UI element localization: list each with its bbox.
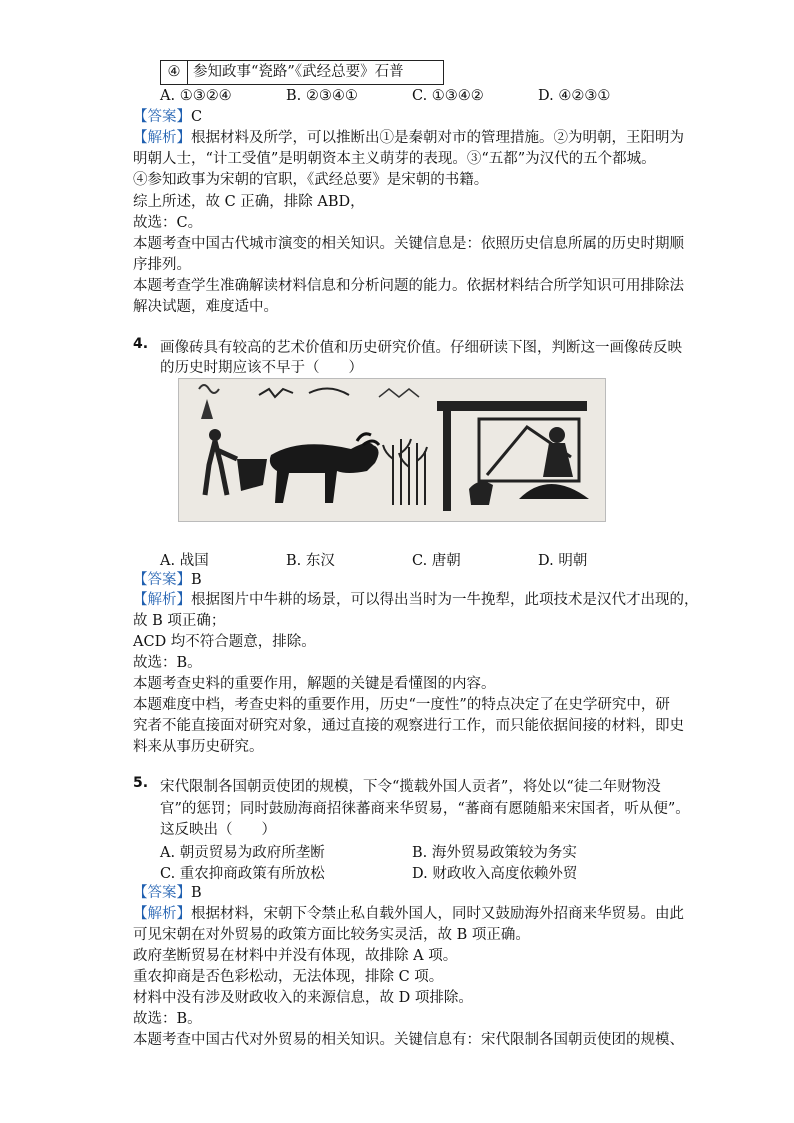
option-a: A. 朝贡贸易为政府所垄断 — [160, 845, 325, 861]
answer-value: C — [191, 109, 203, 125]
option-c: C. ①③④② — [412, 88, 484, 104]
option-b: B. 东汉 — [286, 553, 335, 569]
question-stem: 官”的惩罚；同时鼓励海商招徕蕃商来华贸易，“蕃商有愿随船来宋国者，听从便”。 — [160, 801, 690, 817]
answer-value: B — [191, 572, 202, 588]
analysis-line — [133, 904, 684, 924]
option-b: B. 海外贸易政策较为务实 — [412, 845, 577, 861]
option-a: A. 战国 — [160, 553, 209, 569]
analysis-text: 故选：B。 — [133, 1011, 202, 1027]
question-stem: 的历史时期应该不早于（ ） — [160, 360, 363, 376]
analysis-text: 政府垄断贸易在材料中并没有体现，故排除 A 项。 — [133, 948, 458, 964]
question-stem: 这反映出（ ） — [160, 822, 276, 838]
analysis-text: 材料中没有涉及财政收入的来源信息，故 D 项排除。 — [133, 990, 473, 1006]
analysis-text: 究者不能直接面对研究对象，通过直接的观察进行工作，而只能依据间接的材料，即史 — [133, 718, 684, 734]
analysis-text: 明朝人士，“计工受值”是明朝资本主义萌芽的表现。③“五都”为汉代的五个都城。 — [133, 151, 656, 167]
analysis-text: 本题考查史料的重要作用，解题的关键是看懂图的内容。 — [133, 676, 496, 692]
analysis-text: 料来从事历史研究。 — [133, 739, 264, 755]
analysis-text: 综上所述，故 C 正确，排除 ABD， — [133, 194, 365, 210]
analysis-tag: 【解析】 — [133, 592, 191, 608]
analysis-line — [133, 128, 684, 148]
option-d: D. ④②③① — [538, 88, 611, 104]
option-b: B. ②③④① — [286, 88, 358, 104]
table-cell-number: ④ — [161, 61, 188, 84]
answer-tag: 【答案】 — [133, 109, 191, 125]
answer-line — [133, 107, 202, 127]
analysis-text: 本题考查中国古代对外贸易的相关知识。关键信息有：宋代限制各国朝贡使团的规模、 — [133, 1032, 684, 1048]
ox-plowing-scene — [179, 379, 605, 521]
answer-line — [133, 570, 202, 590]
answer-line — [133, 883, 202, 903]
question-number: 4. — [133, 336, 149, 352]
analysis-text: 重农抑商是否色彩松动，无法体现，排除 C 项。 — [133, 969, 444, 985]
table-cell-text: 参知政事“瓷路”《武经总要》石普 — [193, 64, 404, 80]
analysis-text: 本题难度中档，考查史料的重要作用，历史“一度性”的特点决定了在史学研究中，研 — [133, 697, 670, 713]
analysis-text: ACD 均不符合题意，排除。 — [133, 634, 316, 650]
analysis-text: 根据材料及所学，可以推断出①是秦朝对市的管理措施。②为明朝，王阳明为 — [191, 130, 684, 146]
option-a: A. ①③②④ — [160, 88, 232, 104]
analysis-text: 故选：B。 — [133, 655, 202, 671]
answer-value: B — [191, 885, 202, 901]
answer-tag: 【答案】 — [133, 885, 191, 901]
analysis-text: 序排列。 — [133, 257, 191, 273]
answer-tag: 【答案】 — [133, 572, 191, 588]
question-stem: 宋代限制各国朝贡使团的规模，下令“揽载外国人贡者”，将处以“徒二年财物没 — [160, 779, 661, 795]
question-stem: 画像砖具有较高的艺术价值和历史研究价值。仔细研读下图，判断这一画像砖反映 — [160, 340, 682, 356]
analysis-text: ④参知政事为宋朝的官职，《武经总要》是宋朝的书籍。 — [133, 172, 489, 188]
analysis-text: 故选：C。 — [133, 215, 203, 231]
analysis-text: 根据图片中牛耕的场景，可以得出当时为一牛挽犁，此项技术是汉代才出现的， — [191, 592, 699, 608]
analysis-text: 本题考查中国古代城市演变的相关知识。关键信息是：依照历史信息所属的历史时期顺 — [133, 236, 684, 252]
option-c: C. 唐朝 — [412, 553, 461, 569]
pictorial-brick-image — [178, 378, 606, 522]
analysis-tag: 【解析】 — [133, 906, 191, 922]
analysis-text: 故 B 项正确； — [133, 613, 226, 629]
analysis-text: 根据材料，宋朝下令禁止私自载外国人，同时又鼓励海外招商来华贸易。由此 — [191, 906, 684, 922]
option-d: D. 明朝 — [538, 553, 588, 569]
option-c: C. 重农抑商政策有所放松 — [160, 866, 325, 882]
analysis-text: 可见宋朝在对外贸易的政策方面比较务实灵活，故 B 项正确。 — [133, 927, 530, 943]
option-d: D. 财政收入高度依赖外贸 — [412, 866, 578, 882]
table-row — [160, 60, 444, 85]
question-number: 5. — [133, 775, 149, 791]
analysis-line — [133, 590, 699, 610]
analysis-text: 解决试题，难度适中。 — [133, 299, 278, 315]
analysis-text: 本题考查学生准确解读材料信息和分析问题的能力。依据材料结合所学知识可用排除法 — [133, 278, 684, 294]
analysis-tag: 【解析】 — [133, 130, 191, 146]
